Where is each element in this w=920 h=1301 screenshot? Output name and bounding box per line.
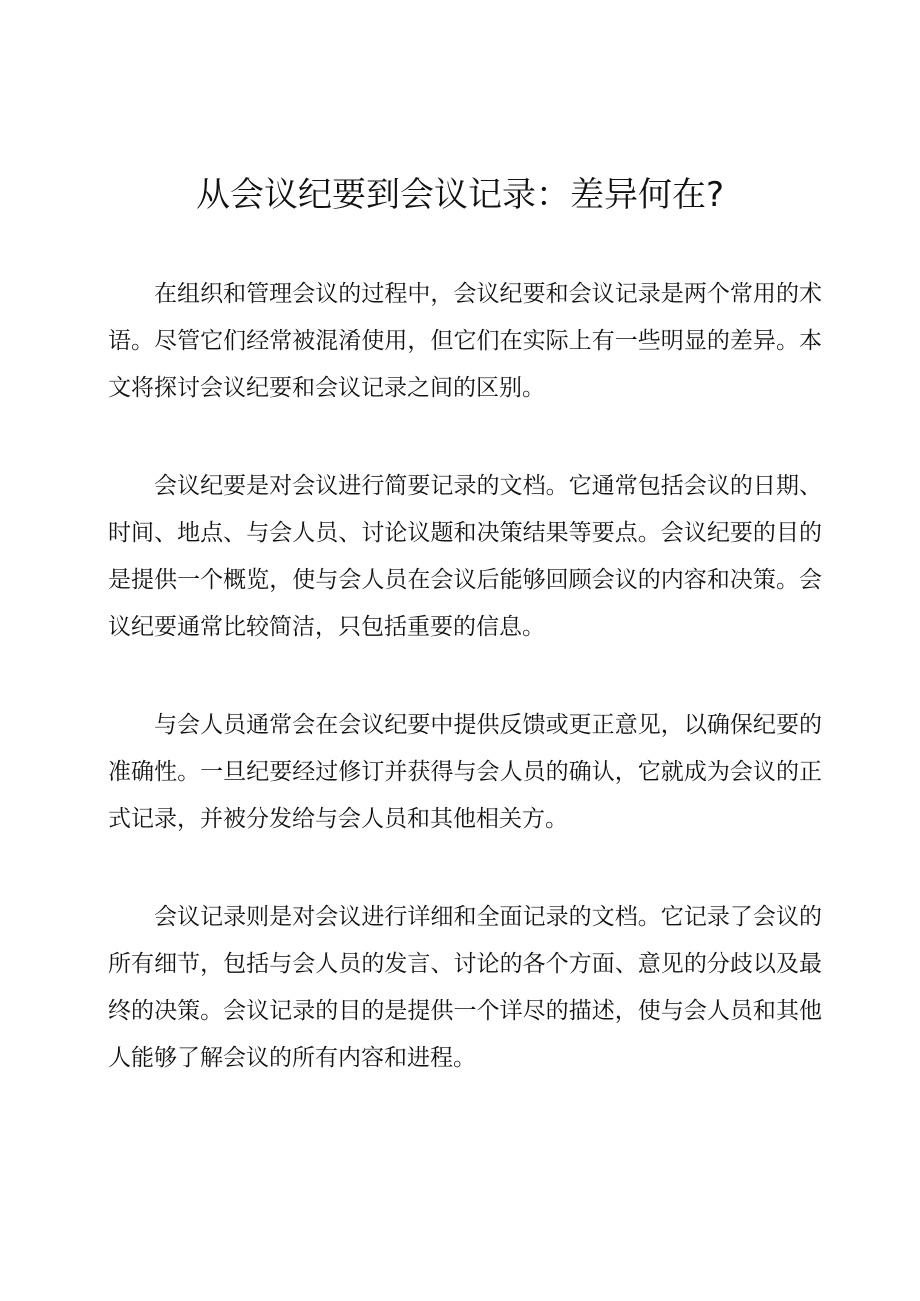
paragraph-intro: 在组织和管理会议的过程中，会议纪要和会议记录是两个常用的术语。尽管它们经常被混淆使用，但它们在实际上有一些明显的差异。本文将探讨会议纪要和会议记录之间的区别。 [108, 281, 822, 401]
paragraph-minutes-definition: 会议纪要是对会议进行简要记录的文档。它通常包括会议的日期、时间、地点、与会人员、讨论议题和决策结果等要点。会议纪要的目的是提供一个概览，使与会人员在会议后能够回顾会议的内容和决策。会议纪要通常比较简洁，只包括重要的信息。 [108, 473, 822, 640]
paragraph-feedback: 与会人员通常会在会议纪要中提供反馈或更正意见，以确保纪要的准确性。一旦纪要经过修订并获得与会人员的确认，它就成为会议的正式记录，并被分发给与会人员和其他相关方。 [108, 712, 822, 832]
paragraph-records-definition: 会议记录则是对会议进行详细和全面记录的文档。它记录了会议的所有细节，包括与会人员的发言、讨论的各个方面、意见的分歧以及最终的决策。会议记录的目的是提供一个详尽的描述，使与会人员和其他人能够了解会议的所有内容和进程。 [108, 904, 822, 1071]
document-title: 从会议纪要到会议记录：差异何在? [195, 175, 725, 215]
